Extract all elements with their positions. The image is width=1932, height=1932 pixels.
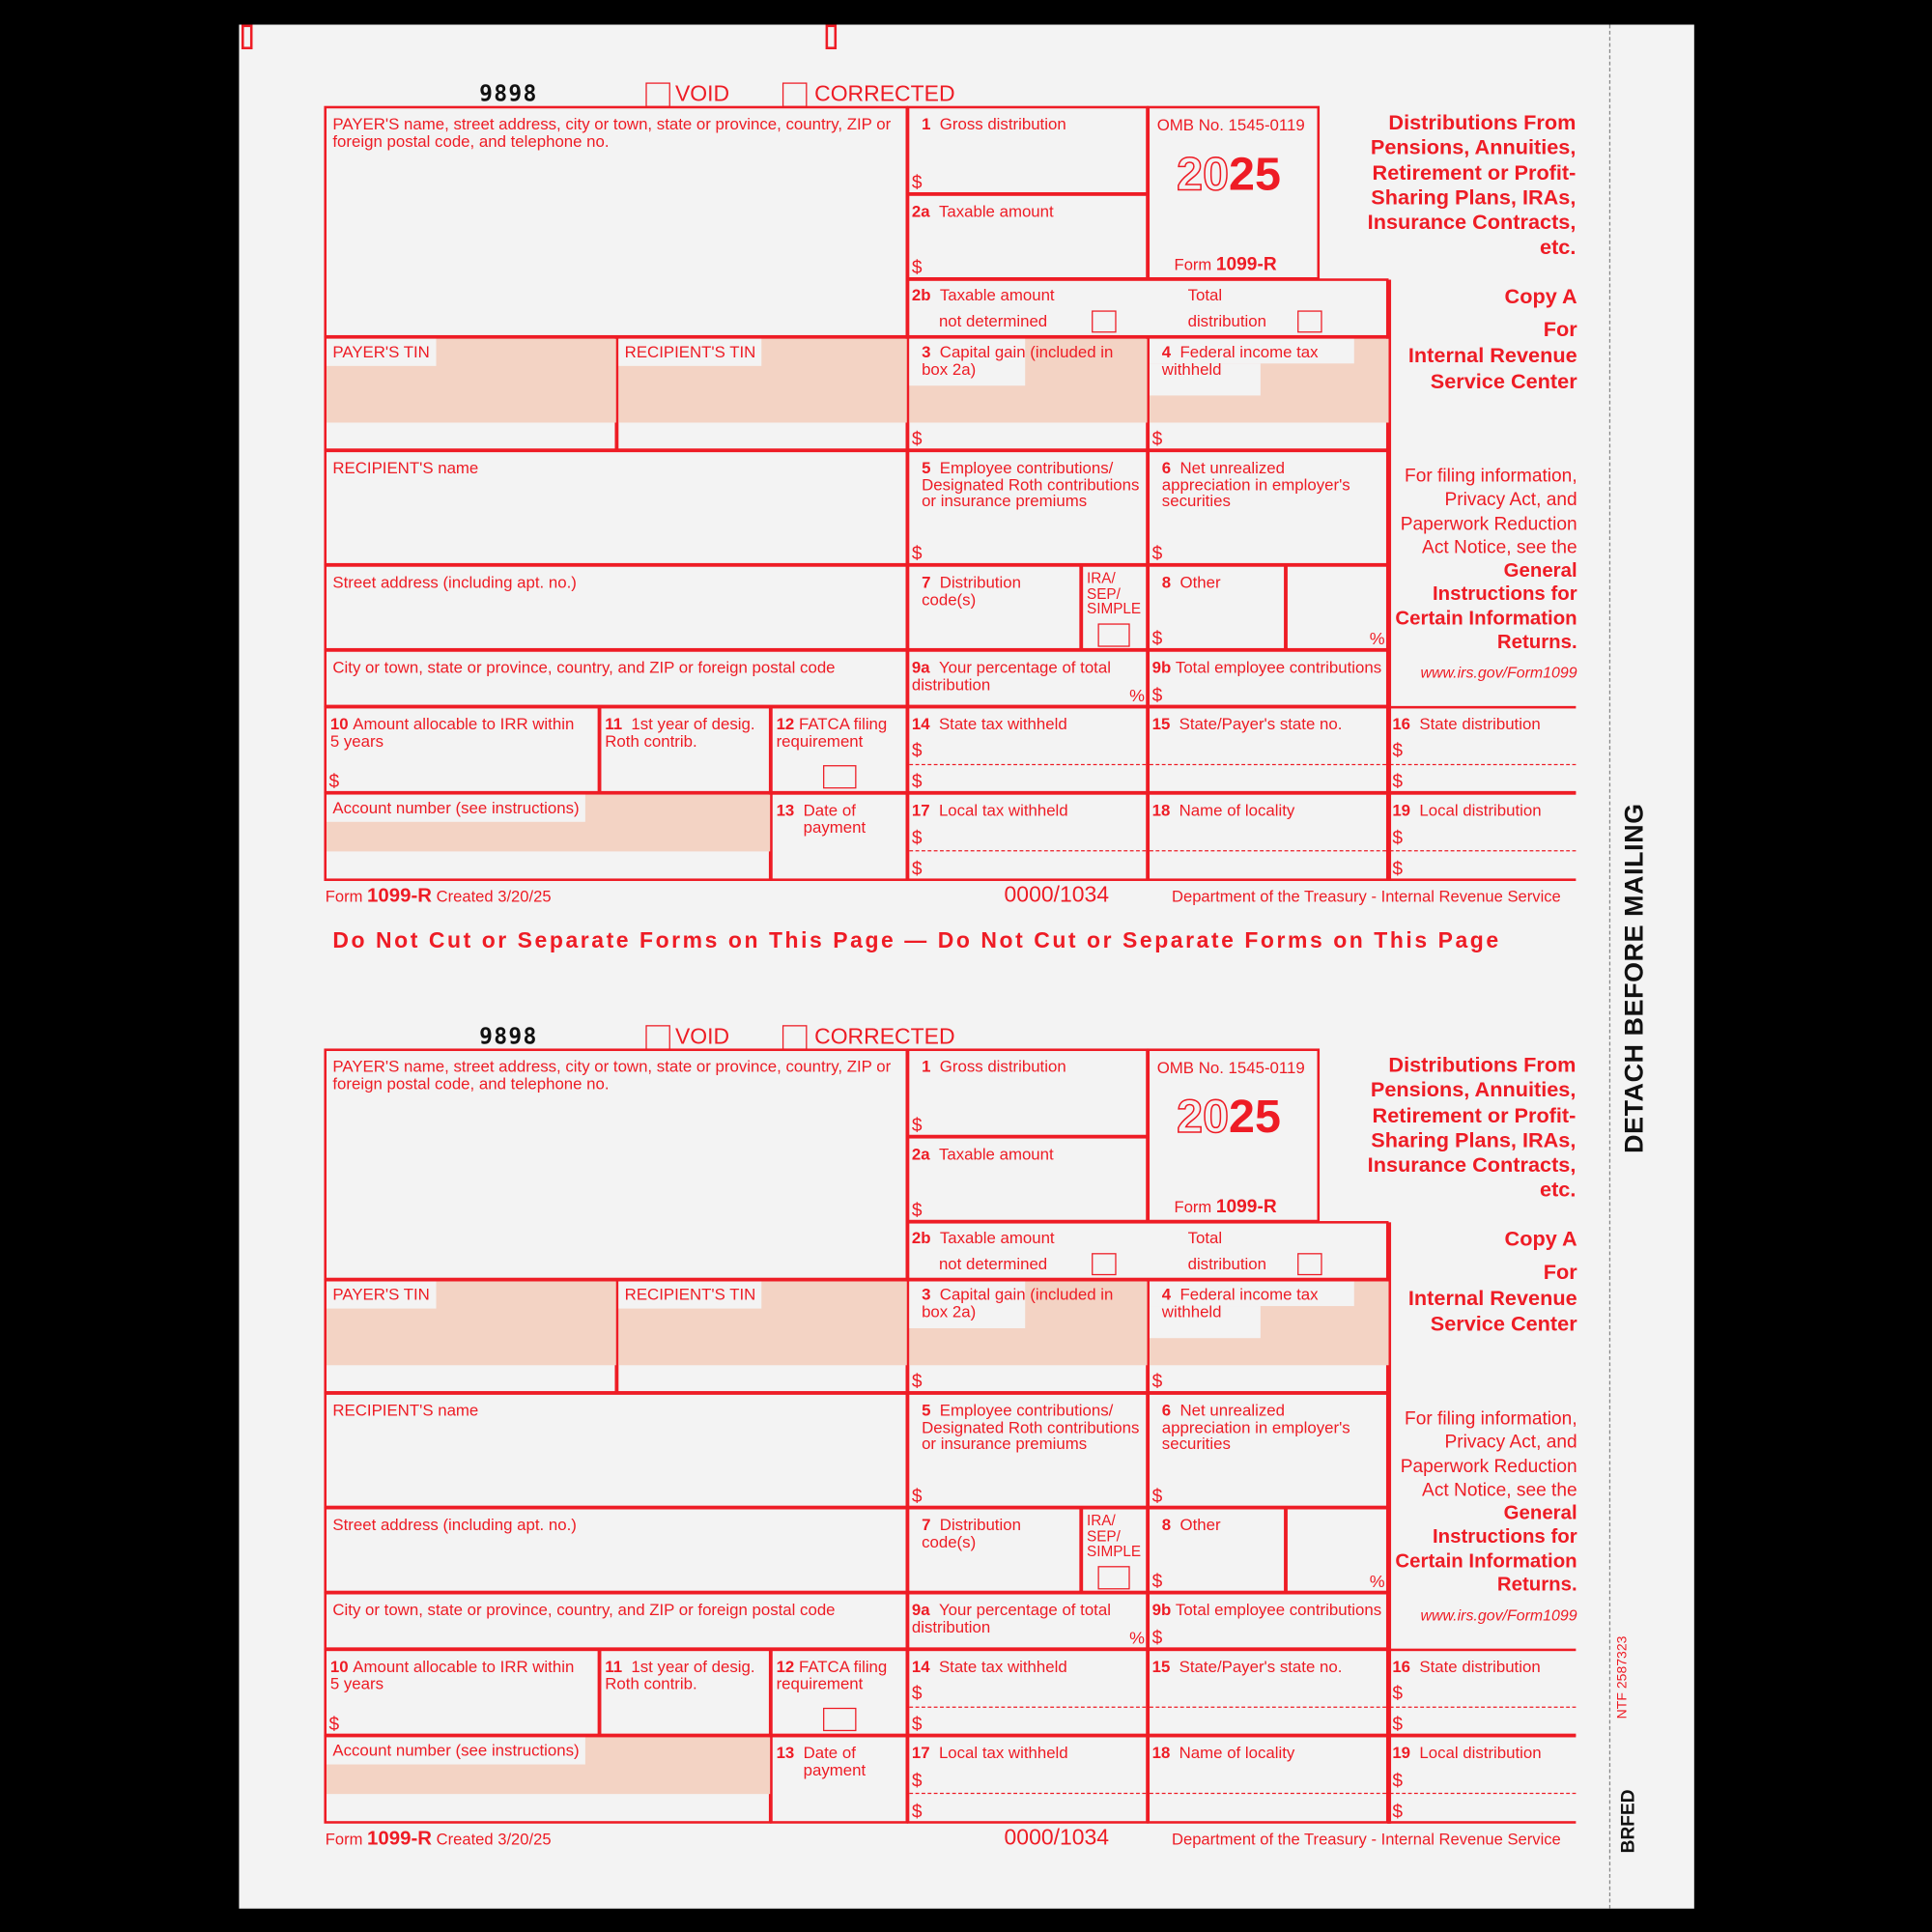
corrected-label: CORRECTED: [814, 81, 955, 106]
form-code: 9898: [479, 1023, 538, 1050]
taxable-not-determined-checkbox[interactable]: [1092, 1253, 1117, 1275]
brfed-code: BRFED: [1617, 1789, 1639, 1854]
do-not-cut-banner: Do Not Cut or Separate Forms on This Page — Do Not Cut or Separate Forms on This Page: [332, 927, 1501, 952]
form-page: [239, 25, 1693, 1909]
box6-net-unrealized-appreciation[interactable]: 6 Net unrealized appreciation in employer's securities $: [1147, 1392, 1388, 1508]
form-name-label: Form 1099-R: [1174, 1196, 1277, 1218]
box11-roth-first-year[interactable]: 11 1st year of desig. Roth contrib.: [599, 706, 772, 794]
omb-year-block: [1147, 1048, 1320, 1222]
ira-sep-simple-block: IRA/ SEP/ SIMPLE: [1081, 1507, 1149, 1593]
box8-percent[interactable]: %: [1285, 564, 1388, 650]
box18-locality-name[interactable]: 18 Name of locality: [1147, 1735, 1388, 1824]
total-distribution-checkbox[interactable]: [1297, 1253, 1322, 1275]
detach-before-mailing-label: DETACH BEFORE MAILING: [1620, 803, 1649, 1153]
void-checkbox[interactable]: [645, 1025, 670, 1050]
form-name-label: Form 1099-R: [1174, 253, 1277, 275]
ntf-code: NTF 2587323: [1615, 1635, 1631, 1719]
filing-info-block: For filing information, Privacy Act, and Paperwork Reduction Act Notice, see the General Instructions for Certain Information Returns. www.irs.gov/Form1099: [1388, 465, 1577, 686]
box14-state-tax-withheld[interactable]: 14 State tax withheld $ $: [907, 1649, 1149, 1737]
form-grid: [326, 107, 1577, 882]
payer-info-field[interactable]: PAYER'S name, street address, city or town, state or province, country, ZIP or foreign postal code, and telephone no.: [324, 106, 908, 338]
box8-other[interactable]: 8 Other $: [1147, 564, 1286, 650]
recipient-name-field[interactable]: RECIPIENT'S name: [324, 1392, 908, 1508]
corrected-label: CORRECTED: [814, 1023, 955, 1049]
box1-gross-distribution[interactable]: 1 Gross distribution $: [907, 106, 1149, 195]
box9b-employee-contributions[interactable]: 9b Total employee contributions $: [1147, 649, 1388, 707]
void-label: VOID: [674, 81, 730, 106]
irs-website-link[interactable]: www.irs.gov/Form1099: [1420, 1606, 1577, 1625]
box5-employee-contributions[interactable]: 5 Employee contributions/ Designated Roth contributions or insurance premiums $: [907, 1392, 1149, 1508]
box16-state-distribution[interactable]: 16 State distribution $ $: [1387, 706, 1576, 794]
box10-irr-amount[interactable]: 10 Amount allocable to IRR within 5 years $: [324, 1649, 600, 1737]
account-number-field[interactable]: Account number (see instructions): [324, 792, 771, 881]
form-title: Distributions From Pensions, Annuities, Retirement or Profit-Sharing Plans, IRAs, Insurance Contracts, etc.: [1367, 1053, 1577, 1203]
ira-sep-simple-checkbox[interactable]: [1097, 623, 1129, 646]
ira-sep-simple-block: IRA/ SEP/ SIMPLE: [1081, 564, 1149, 650]
box13-date-of-payment[interactable]: 13 Date of payment: [770, 792, 908, 881]
box11-roth-first-year[interactable]: 11 1st year of desig. Roth contrib.: [599, 1649, 772, 1737]
form-footer-name: Form 1099-R Created 3/20/25: [325, 1828, 552, 1850]
box2b-row: 2b Taxable amount not determined Total distribution: [907, 278, 1389, 337]
box16-state-distribution[interactable]: 16 State distribution $ $: [1387, 1649, 1576, 1737]
form-1099r-copy-a-bottom: [239, 967, 1693, 1879]
box6-net-unrealized-appreciation[interactable]: 6 Net unrealized appreciation in employer's securities $: [1147, 450, 1388, 566]
payer-info-field[interactable]: PAYER'S name, street address, city or town, state or province, country, ZIP or foreign postal code, and telephone no.: [324, 1048, 908, 1280]
box8-other[interactable]: 8 Other $: [1147, 1507, 1286, 1593]
box4-federal-tax-withheld[interactable]: 4 Federal income tax withheld $: [1147, 1279, 1388, 1394]
form-1099r-copy-a-top: [239, 25, 1693, 937]
total-distribution-checkbox[interactable]: [1297, 310, 1322, 332]
box1-gross-distribution[interactable]: 1 Gross distribution $: [907, 1048, 1149, 1137]
dept-treasury-label: Department of the Treasury - Internal Revenue Service: [1172, 1830, 1561, 1849]
catalog-number: 0000/1034: [1004, 882, 1110, 907]
copy-a-block: Copy A For Internal Revenue Service Center: [1407, 1227, 1577, 1336]
street-address-field[interactable]: Street address (including apt. no.): [324, 1507, 908, 1593]
box18-locality-name[interactable]: 18 Name of locality: [1147, 792, 1388, 881]
omb-number: OMB No. 1545-0119: [1156, 115, 1305, 135]
irs-website-link[interactable]: www.irs.gov/Form1099: [1420, 664, 1577, 682]
tax-year: 2025: [1177, 149, 1281, 201]
box2a-taxable-amount[interactable]: 2a Taxable amount $: [907, 1136, 1149, 1222]
box13-date-of-payment[interactable]: 13 Date of payment: [770, 1735, 908, 1824]
box15-state-payer-number[interactable]: 15 State/Payer's state no.: [1147, 1649, 1388, 1737]
form-footer-name: Form 1099-R Created 3/20/25: [325, 886, 552, 907]
box2b-row: 2b Taxable amount not determined Total distribution: [907, 1221, 1389, 1280]
form-code: 9898: [479, 81, 538, 107]
box15-state-payer-number[interactable]: 15 State/Payer's state no.: [1147, 706, 1388, 794]
city-state-zip-field[interactable]: City or town, state or province, country, and ZIP or foreign postal code: [324, 649, 908, 707]
omb-year-block: [1147, 106, 1320, 280]
box9a-percentage[interactable]: 9a Your percentage of total distribution %: [907, 649, 1149, 707]
recipient-name-field[interactable]: RECIPIENT'S name: [324, 450, 908, 566]
box5-employee-contributions[interactable]: 5 Employee contributions/ Designated Roth contributions or insurance premiums $: [907, 450, 1149, 566]
box8-percent[interactable]: %: [1285, 1507, 1388, 1593]
street-address-field[interactable]: Street address (including apt. no.): [324, 564, 908, 650]
void-label: VOID: [674, 1023, 730, 1049]
taxable-not-determined-checkbox[interactable]: [1092, 310, 1117, 332]
box9b-employee-contributions[interactable]: 9b Total employee contributions $: [1147, 1592, 1388, 1650]
box7-distribution-codes[interactable]: 7 Distribution code(s): [907, 1507, 1082, 1593]
void-checkbox[interactable]: [645, 82, 670, 107]
box19-local-distribution[interactable]: 19 Local distribution $ $: [1387, 1735, 1576, 1824]
box14-state-tax-withheld[interactable]: 14 State tax withheld $ $: [907, 706, 1149, 794]
omb-number: OMB No. 1545-0119: [1156, 1058, 1305, 1077]
payer-tin-field[interactable]: PAYER'S TIN: [324, 1279, 617, 1394]
box3-capital-gain[interactable]: 3 Capital gain (included in box 2a) $: [907, 336, 1149, 451]
ira-sep-simple-checkbox[interactable]: [1097, 1566, 1129, 1589]
form-grid: [326, 1050, 1577, 1825]
catalog-number: 0000/1034: [1004, 1825, 1110, 1850]
form-title: Distributions From Pensions, Annuities, Retirement or Profit-Sharing Plans, IRAs, Insurance Contracts, etc.: [1367, 110, 1577, 260]
box3-capital-gain[interactable]: 3 Capital gain (included in box 2a) $: [907, 1279, 1149, 1394]
box7-distribution-codes[interactable]: 7 Distribution code(s): [907, 564, 1082, 650]
corrected-checkbox[interactable]: [782, 82, 808, 107]
filing-info-block: For filing information, Privacy Act, and Paperwork Reduction Act Notice, see the General Instructions for Certain Information Returns. www.irs.gov/Form1099: [1388, 1407, 1577, 1629]
box10-irr-amount[interactable]: 10 Amount allocable to IRR within 5 years $: [324, 706, 600, 794]
corrected-checkbox[interactable]: [782, 1025, 808, 1050]
city-state-zip-field[interactable]: City or town, state or province, country, and ZIP or foreign postal code: [324, 1592, 908, 1650]
box12-fatca: 12 FATCA filing requirement: [770, 706, 908, 794]
tax-year: 2025: [1177, 1092, 1281, 1144]
recipient-tin-field[interactable]: RECIPIENT'S TIN: [616, 336, 908, 451]
box9a-percentage[interactable]: 9a Your percentage of total distribution %: [907, 1592, 1149, 1650]
fatca-checkbox[interactable]: [823, 765, 856, 788]
box12-fatca: 12 FATCA filing requirement: [770, 1649, 908, 1737]
box2a-taxable-amount[interactable]: 2a Taxable amount $: [907, 193, 1149, 279]
box4-federal-tax-withheld[interactable]: 4 Federal income tax withheld $: [1147, 336, 1388, 451]
payer-tin-field[interactable]: PAYER'S TIN: [324, 336, 617, 451]
box17-local-tax-withheld[interactable]: 17 Local tax withheld $ $: [907, 792, 1149, 881]
recipient-tin-field[interactable]: RECIPIENT'S TIN: [616, 1279, 908, 1394]
copy-a-block: Copy A For Internal Revenue Service Center: [1407, 284, 1577, 393]
box19-local-distribution[interactable]: 19 Local distribution $ $: [1387, 792, 1576, 881]
fatca-checkbox[interactable]: [823, 1708, 856, 1731]
account-number-field[interactable]: Account number (see instructions): [324, 1735, 771, 1824]
dept-treasury-label: Department of the Treasury - Internal Revenue Service: [1172, 887, 1561, 906]
box17-local-tax-withheld[interactable]: 17 Local tax withheld $ $: [907, 1735, 1149, 1824]
